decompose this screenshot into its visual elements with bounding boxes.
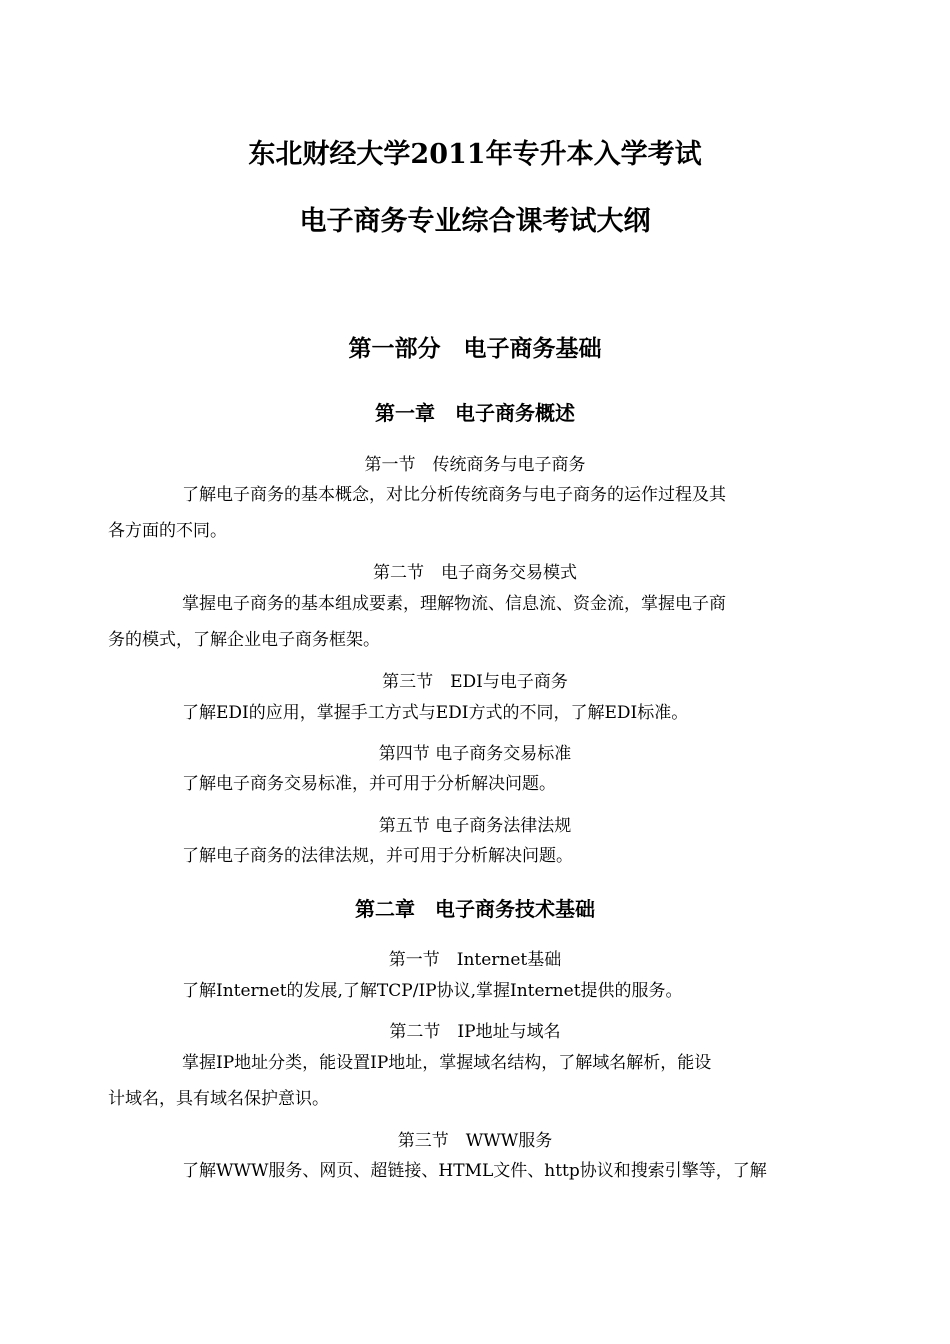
section-paragraph — [145, 766, 805, 802]
paragraph-line: 了解Internet的发展,了解TCP/IP协议,掌握Internet提供的服务。 — [182, 981, 683, 1001]
section-paragraph — [108, 1045, 805, 1117]
section-paragraph — [145, 973, 805, 1009]
paragraph-line: 了解电子商务的法律法规，并可用于分析解决问题。 — [182, 846, 573, 866]
paragraph-line: 各方面的不同。 — [108, 521, 227, 541]
section-paragraph — [145, 838, 805, 874]
paragraph-line: 了解EDI的应用，掌握手工方式与EDI方式的不同，了解EDI标准。 — [182, 703, 689, 723]
paragraph-line: 计域名，具有域名保护意识。 — [108, 1089, 329, 1109]
section-heading: 第二节 电子商务交易模式 — [373, 563, 577, 583]
section-paragraph — [108, 586, 805, 658]
section-heading: 第五节 电子商务法律法规 — [378, 816, 572, 836]
section-paragraph — [145, 695, 805, 731]
paragraph-line: 了解电子商务的基本概念，对比分析传统商务与电子商务的运作过程及其 — [182, 485, 726, 505]
paragraph-line: 了解WWW服务、网页、超链接、HTML文件、http协议和搜索引擎等，了解 — [182, 1161, 767, 1181]
document-title: 东北财经大学2011年专升本入学考试 — [248, 139, 702, 170]
chapter-heading: 第一章 电子商务概述 — [375, 401, 575, 425]
section-paragraph — [145, 1153, 805, 1189]
paragraph-line: 掌握电子商务的基本组成要素，理解物流、信息流、资金流，掌握电子商 — [182, 594, 726, 614]
section-heading: 第四节 电子商务交易标准 — [378, 744, 572, 764]
section-heading: 第三节 EDI与电子商务 — [382, 672, 568, 692]
section-heading: 第三节 WWW服务 — [397, 1131, 553, 1151]
chapter-heading: 第二章 电子商务技术基础 — [355, 897, 595, 921]
paragraph-line: 掌握IP地址分类，能设置IP地址，掌握域名结构，了解域名解析，能设 — [182, 1053, 712, 1073]
section-heading: 第一节 传统商务与电子商务 — [364, 455, 586, 475]
section-paragraph — [108, 477, 805, 549]
document-subtitle: 电子商务专业综合课考试大纲 — [299, 206, 651, 237]
section-heading: 第一节 Internet基础 — [388, 950, 562, 970]
section-heading: 第二节 IP地址与域名 — [389, 1022, 561, 1042]
paragraph-line: 务的模式，了解企业电子商务框架。 — [108, 630, 380, 650]
part-heading: 第一部分 电子商务基础 — [348, 336, 602, 362]
paragraph-line: 了解电子商务交易标准，并可用于分析解决问题。 — [182, 774, 556, 794]
